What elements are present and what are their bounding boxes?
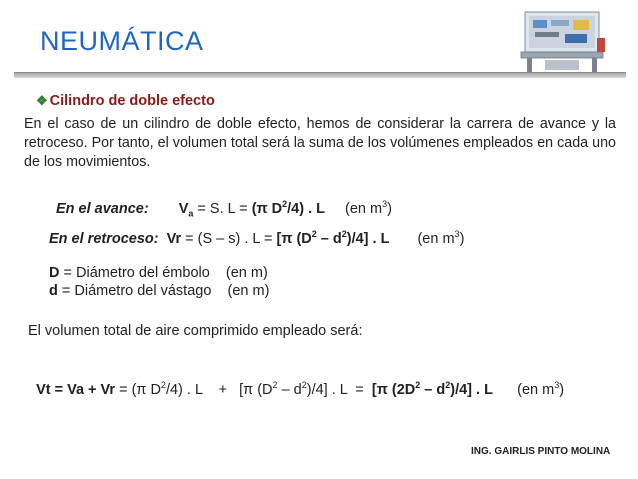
advance-unit-a: (en m: [345, 200, 383, 217]
total-p1-a: = (π D: [115, 381, 161, 398]
total-p2-b: – d: [277, 381, 302, 398]
retract-formula-exp1: 2: [311, 229, 317, 239]
retract-eq: = (S – s) . L =: [181, 230, 277, 247]
definition-key: D: [49, 265, 60, 281]
total-unit-a: (en m: [517, 381, 555, 398]
advance-var: V: [178, 200, 189, 217]
advance-var-sub: a: [188, 208, 194, 219]
advance-label: En el avance:: [56, 200, 149, 217]
advance-formula-a: (π D: [251, 200, 283, 217]
page-title: NEUMÁTICA: [40, 26, 204, 56]
retract-formula-a: [π (D: [276, 230, 312, 247]
header-divider: [14, 72, 626, 78]
advance-formula-row: [56, 199, 392, 219]
retract-formula-c: )/4] . L: [346, 230, 390, 247]
intro-paragraph: En el caso de un cilindro de doble efecto, hemos de considerar la carrera de avance y la retroceso. Por tanto, el volumen total será la suma de los volúmenes empleados en cada uno de los movimientos.: [24, 116, 616, 170]
total-intro-text: El volumen total de aire comprimido empleado será:: [28, 323, 363, 339]
definition-key: d: [49, 283, 58, 299]
total-lhs: Vt = Va + Vr: [36, 381, 116, 398]
total-res-exp1: 2: [415, 380, 421, 390]
total-p2-exp1: 2: [272, 380, 278, 390]
definition-item: [49, 282, 269, 300]
retract-unit-a: (en m: [417, 230, 455, 247]
subtitle-text: Cilindro de doble efecto: [49, 93, 215, 109]
total-res-a: [π (2D: [371, 381, 416, 398]
advance-unit-b: ): [387, 200, 392, 217]
diamond-bullet-icon: ❖: [36, 93, 48, 108]
definition-text: = Diámetro del émbolo (en m): [59, 265, 268, 281]
total-formula-row: [28, 364, 564, 398]
total-res-b: – d: [420, 381, 446, 398]
total-unit-b: ): [559, 381, 565, 398]
retract-formula-exp2: 2: [341, 229, 347, 239]
total-p2-exp2: 2: [301, 380, 307, 390]
advance-unit-exp: 3: [382, 199, 388, 209]
retract-label: En el retroceso:: [49, 230, 159, 247]
total-res-exp2: 2: [445, 380, 451, 390]
retract-var: Vr: [166, 230, 182, 247]
advance-eq: = S. L =: [193, 200, 252, 217]
definitions-list: [49, 264, 269, 300]
retract-formula-row: [49, 229, 464, 247]
total-p2-a: [π (D: [239, 381, 273, 398]
retract-unit-b: ): [459, 230, 465, 247]
definition-item: [49, 264, 269, 282]
definition-text: = Diámetro del vástago (en m): [57, 283, 270, 299]
retract-unit-exp: 3: [454, 229, 460, 239]
advance-formula-b: /4) . L: [287, 200, 326, 217]
total-res-c: )/4] . L: [450, 381, 493, 398]
total-p2-c: )/4] . L =: [306, 381, 372, 398]
total-p1-exp: 2: [160, 380, 166, 390]
total-p1-b: /4) . L: [165, 381, 203, 398]
author-credit: ING. GAIRLIS PINTO MOLINA: [471, 446, 611, 457]
total-unit-exp: 3: [554, 380, 560, 390]
retract-formula-b: – d: [316, 230, 342, 247]
pneumatic-trainer-image: [515, 8, 610, 76]
section-subtitle: [36, 93, 215, 109]
total-plus: +: [202, 381, 240, 398]
advance-formula-exp: 2: [282, 199, 288, 209]
